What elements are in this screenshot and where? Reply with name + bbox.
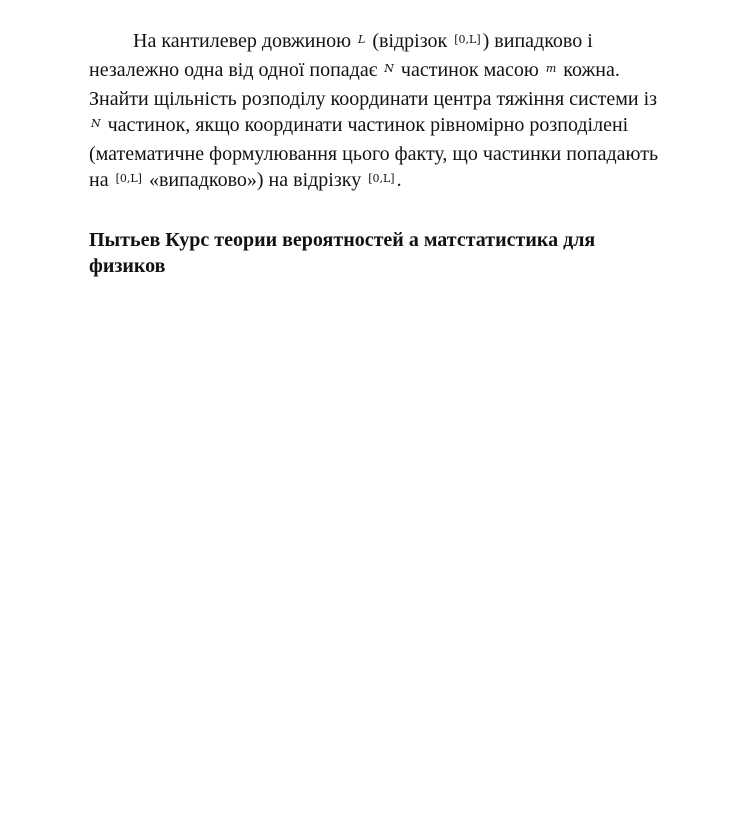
problem-text: кожна. Знайти щільність розподілу координати центра тяжіння системи із xyxy=(89,59,658,110)
interval-0-L: [0,L] xyxy=(368,172,395,185)
symbol-N: N xyxy=(91,117,101,130)
problem-text: . xyxy=(396,169,402,191)
symbol-m: m xyxy=(545,62,557,75)
problem-text: (відрізок xyxy=(367,30,448,52)
problem-text: На кантилевер довжиною xyxy=(133,30,352,52)
symbol-L: L xyxy=(358,33,366,46)
problem-text: частинок масою xyxy=(395,59,539,81)
problem-text: частинок, якщо координати частинок рівномірно розподілені (математичне формулювання цього факту, що частинки попадають на xyxy=(89,114,659,191)
problem-text: «випадково») на відрізку xyxy=(143,169,362,191)
problem-statement xyxy=(89,28,669,196)
symbol-N: N xyxy=(384,62,394,75)
problem-text: ) випадково і незалежно одна від одної попадає xyxy=(89,30,593,81)
interval-0-L: [0,L] xyxy=(115,172,142,185)
document-page xyxy=(89,28,669,279)
reference-citation: Пытьев Курс теории вероятностей а матстатистика для физиков xyxy=(89,229,596,277)
interval-0-L: [0,L] xyxy=(454,33,481,46)
